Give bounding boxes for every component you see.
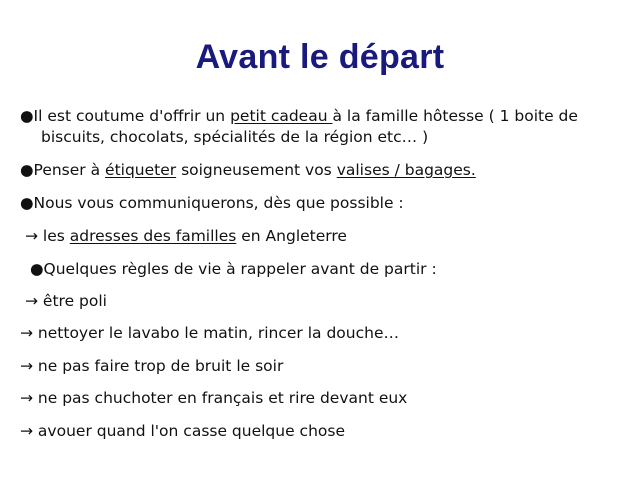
bullet-icon: ●: [20, 107, 34, 125]
text: soigneusement vos: [176, 161, 337, 179]
arrow-right-icon: →: [20, 357, 33, 375]
arrow-right-icon: →: [25, 292, 38, 310]
text: Penser à: [33, 161, 106, 179]
text: en Angleterre: [236, 227, 347, 245]
bullet-icon: ●: [30, 260, 44, 278]
bullet-icon: ●: [20, 161, 34, 179]
list-item-addresses: [25, 226, 347, 246]
arrow-right-icon: →: [25, 227, 38, 245]
text-underlined: petit cadeau: [230, 107, 333, 125]
list-item-rules: [30, 259, 437, 279]
text: à la famille hôtesse ( 1 boite de: [332, 107, 578, 125]
list-item-clean: [20, 323, 399, 343]
list-item-confess: [20, 421, 345, 441]
list-item-noise: [20, 356, 283, 376]
list-item-labels: [20, 160, 476, 180]
text: avouer quand l'on casse quelque chose: [33, 422, 345, 440]
arrow-right-icon: →: [20, 389, 33, 407]
text: Quelques règles de vie à rappeler avant de partir :: [43, 260, 437, 278]
text-underlined: valises / bagages.: [336, 161, 476, 179]
text: ne pas faire trop de bruit le soir: [33, 357, 284, 375]
text: être poli: [38, 292, 107, 310]
arrow-right-icon: →: [20, 324, 33, 342]
text: nettoyer le lavabo le matin, rincer la douche…: [33, 324, 399, 342]
text: les: [38, 227, 70, 245]
list-item-communication: [20, 193, 404, 213]
text: Il est coutume d'offrir un: [33, 107, 231, 125]
list-item-gift: [20, 106, 578, 126]
text-underlined: adresses des familles: [69, 227, 237, 245]
text: Nous vous communiquerons, dès que possible :: [33, 194, 404, 212]
bullet-icon: ●: [20, 194, 34, 212]
slide-title: Avant le départ: [195, 38, 445, 76]
text: ne pas chuchoter en français et rire devant eux: [33, 389, 408, 407]
arrow-right-icon: →: [20, 422, 33, 440]
list-item-gift-continued: biscuits, chocolats, spécialités de la région etc… ): [41, 128, 429, 146]
text-underlined: étiqueter: [105, 161, 177, 179]
list-item-whisper: [20, 388, 407, 408]
list-item-polite: [25, 291, 107, 311]
